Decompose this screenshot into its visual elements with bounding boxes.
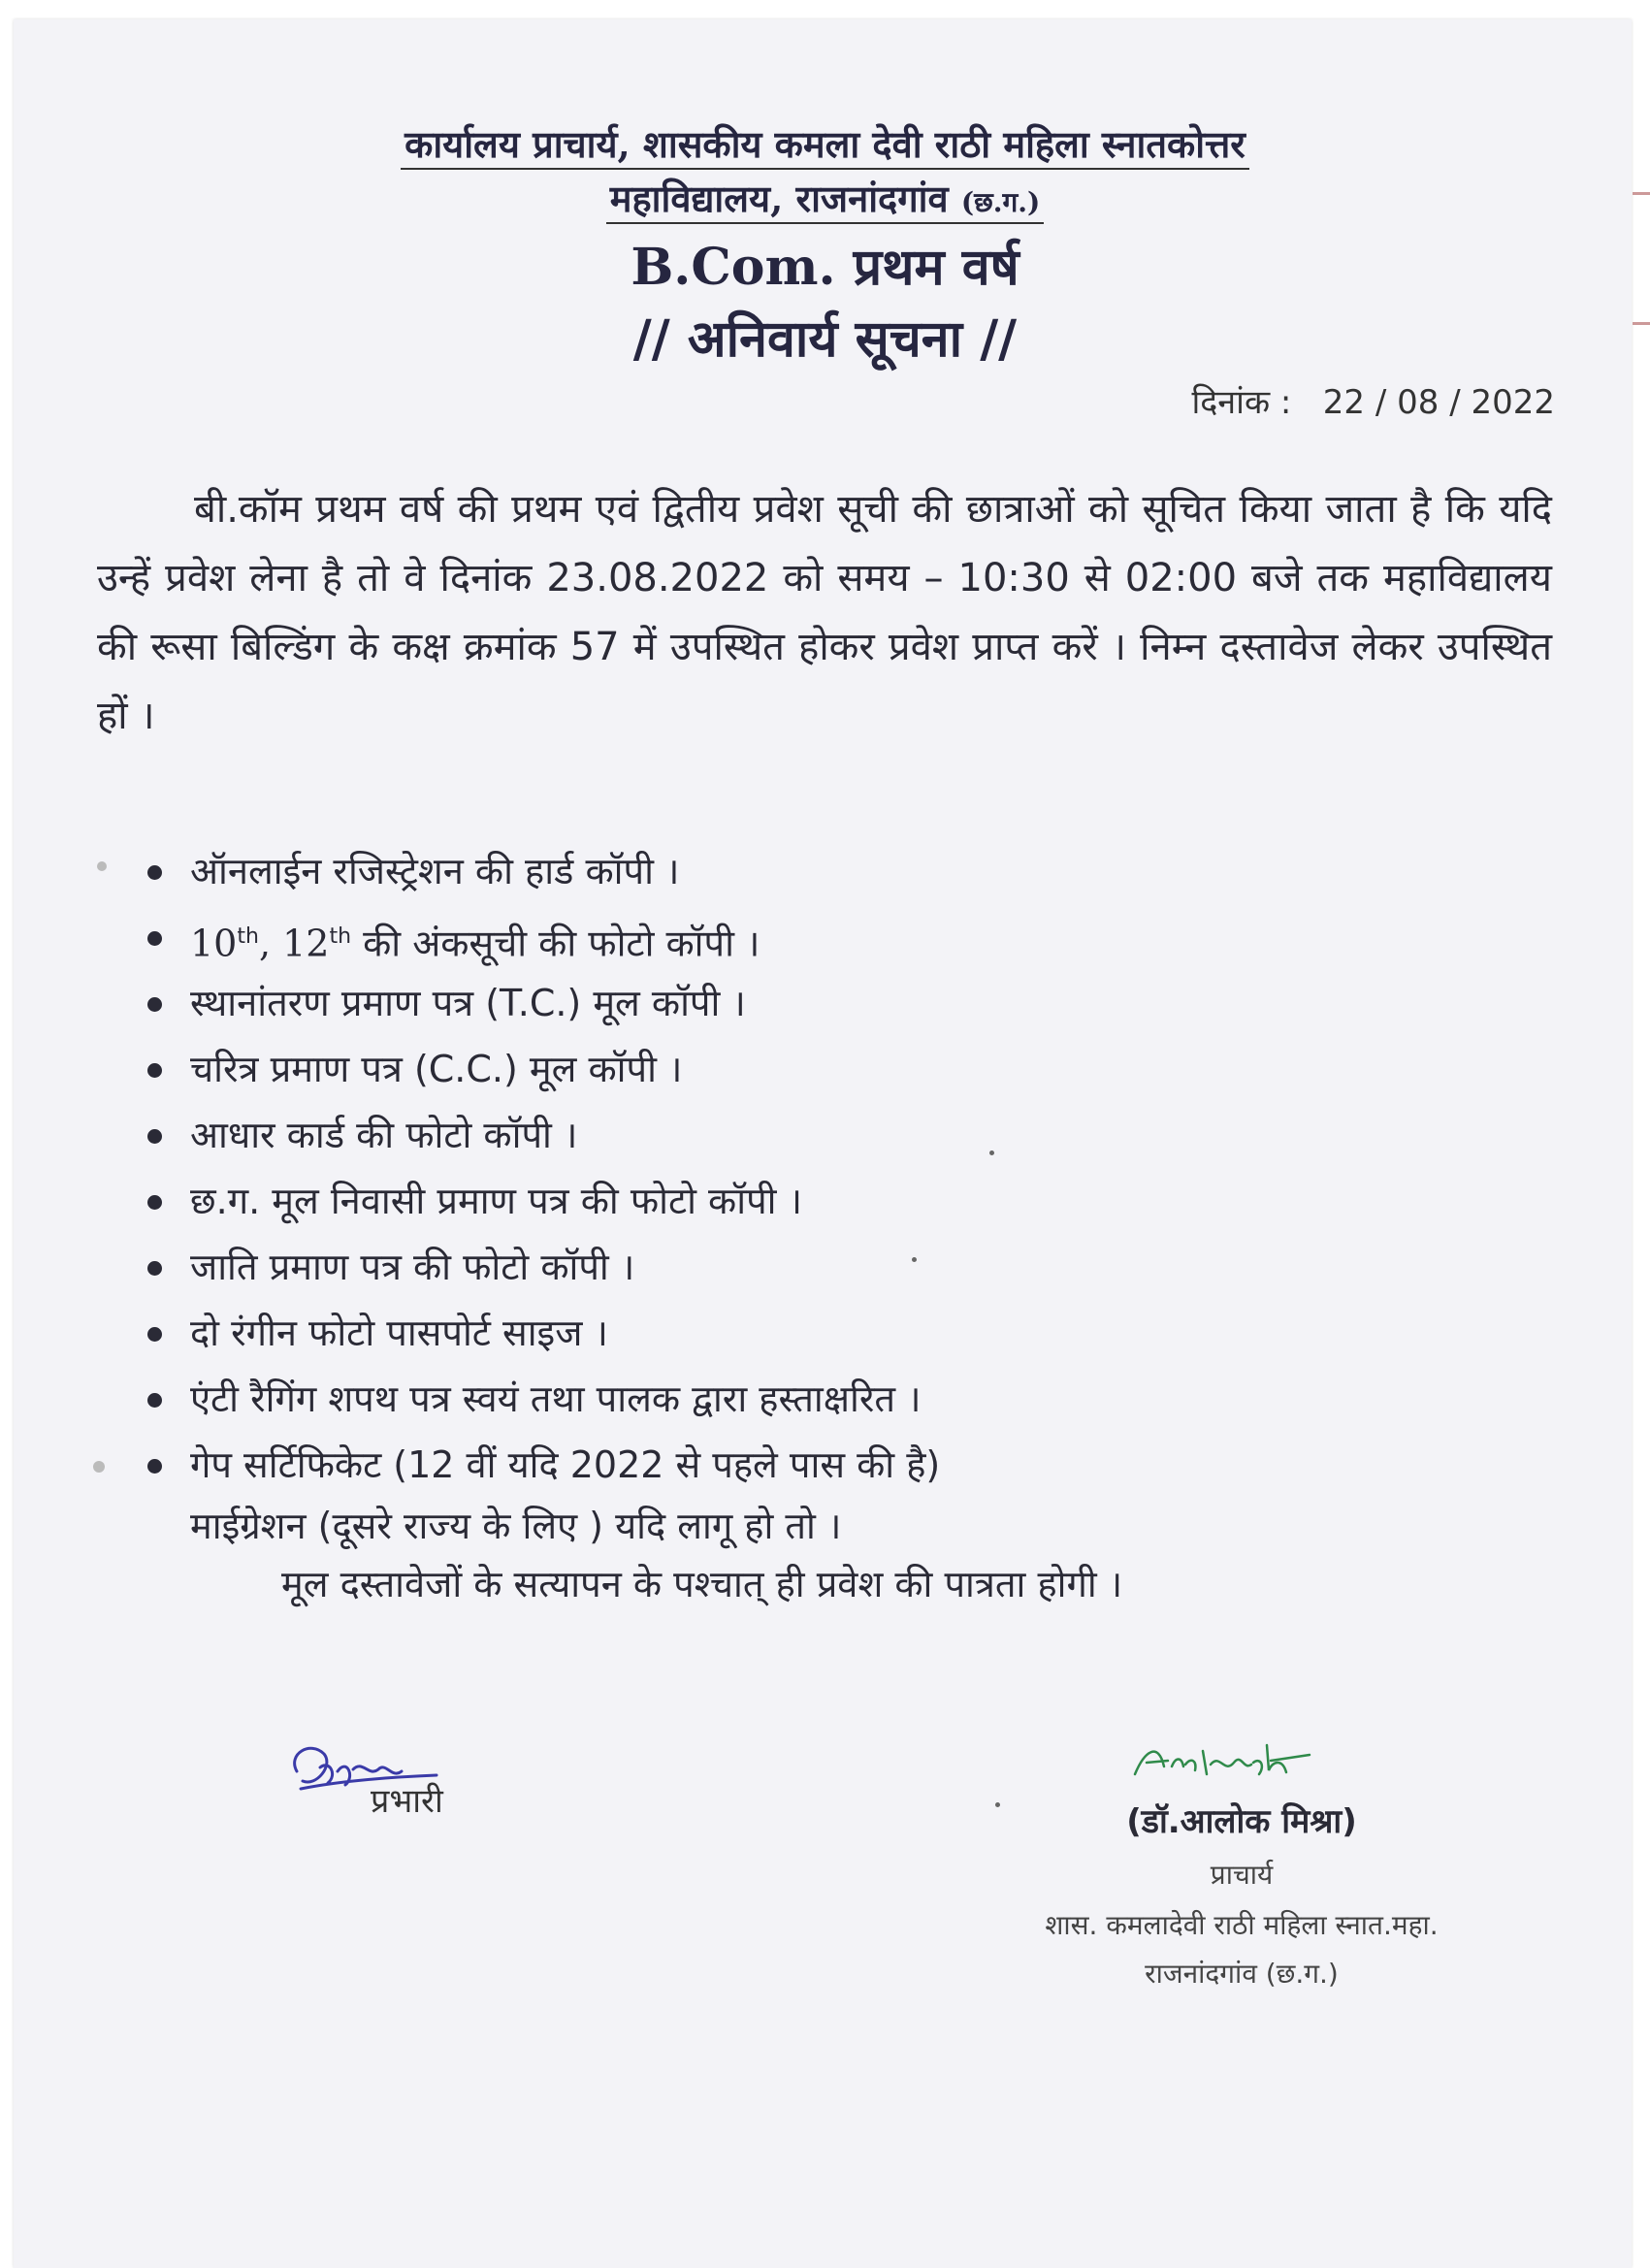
incharge-signature-block	[281, 1733, 466, 1821]
scan-speck	[97, 861, 107, 871]
institution-city: राजनांदगांव (छ.ग.)	[1145, 1958, 1339, 1990]
institution-name: शास. कमलादेवी राठी महिला स्नात.महा.	[1045, 1909, 1439, 1941]
document-list	[136, 842, 1397, 1494]
course-title: B.Com. प्रथम वर्ष	[631, 238, 1019, 297]
list-item: आधार कार्ड की फोटो कॉपी ।	[136, 1106, 1397, 1172]
notice-title: // अनिवार्य सूचना //	[632, 309, 1018, 369]
notice-paragraph: बी.कॉम प्रथम वर्ष की प्रथम एवं द्वितीय प्रवेश सूची की छात्राओं को सूचित किया जाता है कि यदि उन्हें प्रवेश लेना है तो वे दिनांक 23.08.2022 को समय – 10:30 से 02:00 बजे तक महाविद्यालय की रूसा बिल्डिंग के कक्ष क्रमांक 57 में उपस्थित होकर प्रवेश प्राप्त करें । निम्न दस्तावेज लेकर उपस्थित हों ।	[97, 487, 1552, 738]
office-header-line1: कार्यालय प्राचार्य, शासकीय कमला देवी राठी महिला स्नातकोत्तर	[0, 118, 1650, 169]
principal-signature	[1125, 1732, 1339, 1790]
list-item: स्थानांतरण प्रमाण पत्र (T.C.) मूल कॉपी ।	[136, 974, 1397, 1040]
date-value: 22 / 08 / 2022	[1322, 383, 1555, 422]
principal-name: (डॉ.आलोक मिश्रा)	[1126, 1802, 1357, 1841]
scan-speck	[93, 1461, 105, 1473]
scan-speck	[989, 1150, 994, 1155]
list-item: एंटी रैगिंग शपथ पत्र स्वयं तथा पालक द्वारा हस्ताक्षरित ।	[136, 1370, 1397, 1436]
list-item: 10th, 12th की अंकसूची की फोटो कॉपी ।	[136, 908, 1397, 974]
list-item: दो रंगीन फोटो पासपोर्ट साइज ।	[136, 1304, 1397, 1370]
date-label: दिनांक :	[1191, 383, 1292, 422]
incharge-label: प्रभारी	[371, 1782, 443, 1821]
principal-signature-block	[931, 1741, 1552, 1992]
scan-speck	[995, 1802, 1000, 1807]
list-item: छ.ग. मूल निवासी प्रमाण पत्र की फोटो कॉपी ।	[136, 1172, 1397, 1238]
notice-date	[1191, 378, 1555, 423]
verification-note: मूल दस्तावेजों के सत्यापन के पश्चात् ही प्रवेश की पात्रता होगी ।	[281, 1563, 1123, 1605]
list-item: गेप सर्टिफिकेट (12 वीं यदि 2022 से पहले पास की है)	[136, 1436, 1397, 1494]
principal-role: प्राचार्य	[1210, 1859, 1274, 1891]
list-item: चरित्र प्रमाण पत्र (C.C.) मूल कॉपी ।	[136, 1040, 1397, 1106]
list-item: ऑनलाईन रजिस्ट्रेशन की हार्ड कॉपी ।	[136, 842, 1397, 908]
migration-note: माईग्रेशन (दूसरे राज्य के लिए ) यदि लागू हो तो ।	[190, 1505, 842, 1547]
office-header-line2: महाविद्यालय, राजनांदगांव (छ.ग.)	[0, 173, 1650, 223]
list-item: जाति प्रमाण पत्र की फोटो कॉपी ।	[136, 1238, 1397, 1304]
scan-speck	[912, 1257, 917, 1262]
